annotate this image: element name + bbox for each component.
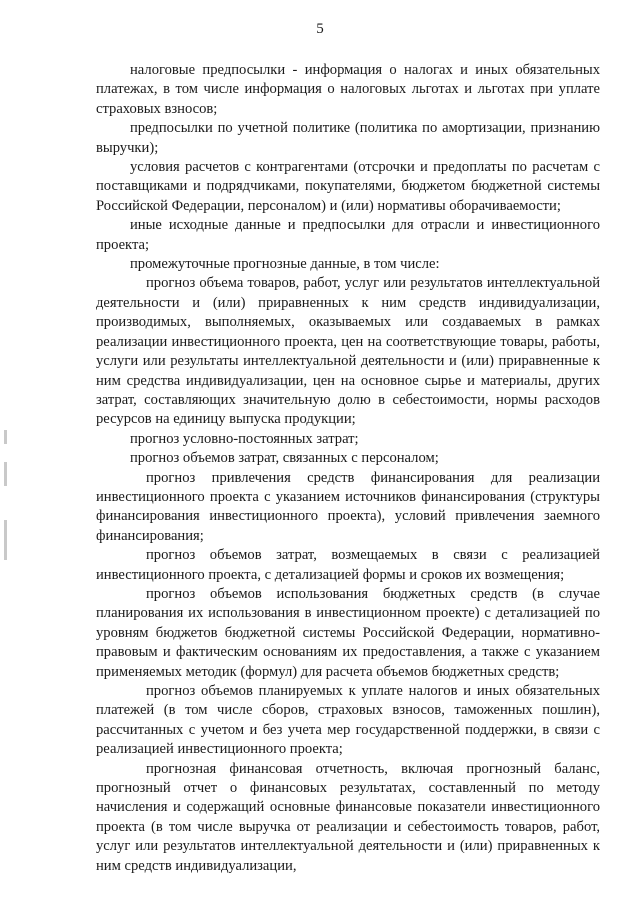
paragraph-accounting-policy: предпосылки по учетной политике (политика по амортизации, признанию выручки); [96,120,600,156]
paragraph-tax-assumptions: налоговые предпосылки - информация о налогах и иных обязательных платежах, в том числе информация о налоговых льготах и льготах при уплате страховых взносов; [96,62,600,117]
paragraph-fixed-costs: прогноз условно-постоянных затрат; [130,430,359,447]
paragraph-reimbursed-costs: прогноз объемов затрат, возмещаемых в связи с реализацией инвестиционного проекта, с детализацией формы и сроков их возмещения; [96,547,600,583]
paragraph-settlement-terms: условия расчетов с контрагентами (отсрочки и предоплаты по расчетам с поставщиками и подрядчиками, покупателями, бюджетом бюджетной системы Российской Федерации, персоналом) и (или) нормативы оборачиваемости; [96,159,600,214]
paragraph-taxes-forecast: прогноз объемов планируемых к уплате налогов и иных обязательных платежей (в том числе сборов, страховых взносов, таможенных пошлин), рассчитанных с учетом и без учета мер государственной поддержки, в связи с реализацией инвестиционного проекта; [96,683,600,758]
binding-margin-mark [4,520,7,560]
page-number: 5 [316,21,324,37]
document-body [96,61,600,876]
binding-margin-mark [4,430,7,444]
paragraph-budget-funds: прогноз объемов использования бюджетных средств (в случае планирования их использования в инвестиционном проекте) с детализацией по уровням бюджетов бюджетной системы Российской Федерации, нормативно-правовым и фактическим основаниям их предоставления, а также с указанием применяемых методик (формул) для расчета объемов бюджетных средств; [96,585,600,680]
paragraph-interim-forecasts: промежуточные прогнозные данные, в том числе: [130,256,440,273]
binding-margin-mark [4,462,7,486]
paragraph-volume-forecast: прогноз объема товаров, работ, услуг или результатов интеллектуальной деятельности и (или) приравненных к ним средств индивидуализации, производимых, выполняемых, оказываемых или создаваемых в рамках реализации инвестиционного проекта, цен на соответствующие товары, работы, услуги или результаты интеллектуальной деятельности и (или) приравненные к ним средства индивидуализации, цен на основное сырье и материалы, других затрат, составляющих значительную долю в себестоимости, нормы расходов ресурсов на единицу выпуска продукции; [96,275,600,428]
paragraph-financial-statements: прогнозная финансовая отчетность, включая прогнозный баланс, прогнозный отчет о финансовых результатах, составленный по методу начисления и содержащий основные финансовые показатели инвестиционного проекта (в том числе выручка от реализации и себестоимость товаров, работ, услуг или результатов интеллектуальной деятельности и (или) приравненных к ним средств индивидуализации, [96,760,600,874]
paragraph-financing-forecast: прогноз привлечения средств финансирования для реализации инвестиционного проекта с указанием источников финансирования (структуры финансирования инвестиционного проекта), условий привлечения заемного финансирования; [96,469,600,544]
paragraph-other-inputs: иные исходные данные и предпосылки для отрасли и инвестиционного проекта; [96,217,600,253]
paragraph-personnel-costs: прогноз объемов затрат, связанных с персоналом; [130,450,439,467]
